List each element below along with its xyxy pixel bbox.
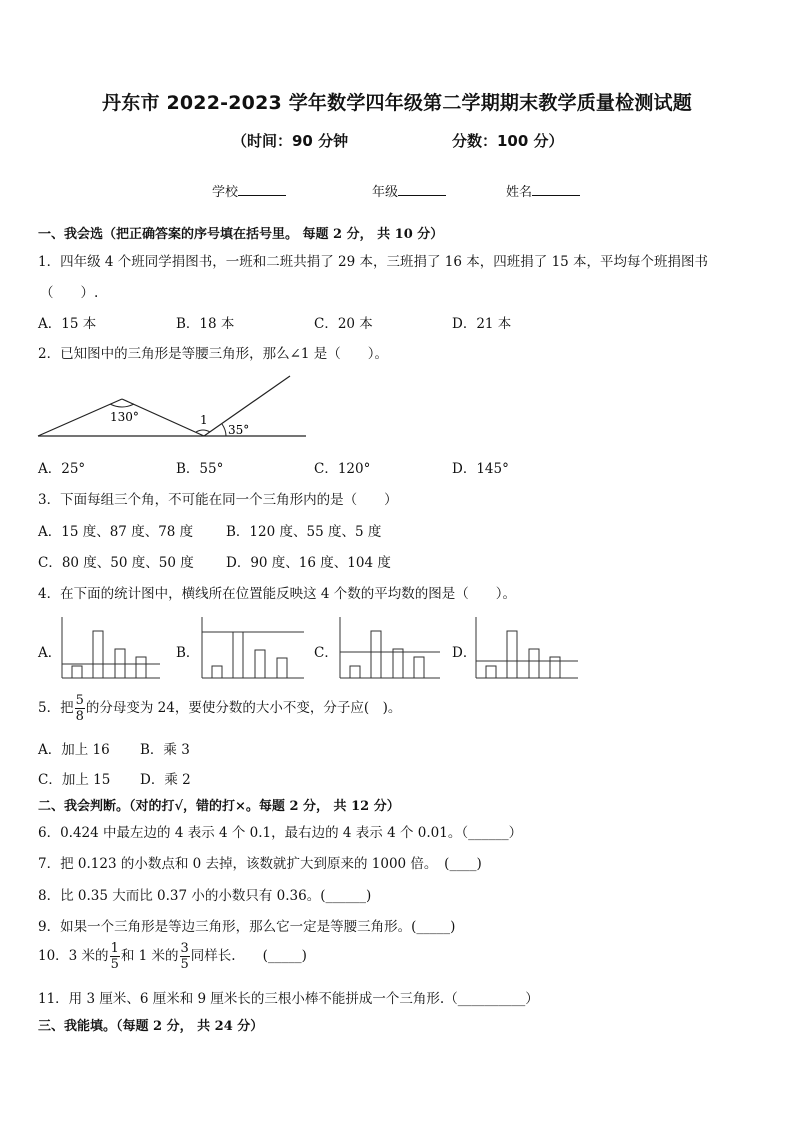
q3-option-b[interactable]: B．120 度、55 度、5 度 <box>226 524 382 540</box>
q11-text: 11．用 3 厘米、6 厘米和 9 厘米长的三根小棒不能拼成一个三角形.（__________） <box>38 991 539 1007</box>
chart-c-bar <box>350 666 360 678</box>
exam-time: （时间：90 分钟 <box>232 132 349 150</box>
chart-a-bar <box>136 657 146 678</box>
q5-option-c[interactable]: C．加上 15 <box>38 772 111 788</box>
q5-option-b[interactable]: B．乘 3 <box>140 742 190 758</box>
q4-label-d[interactable]: D． <box>452 645 477 661</box>
page-title: 丹东市 2022-2023 学年数学四年级第二学期期末教学质量检测试题 <box>102 92 692 114</box>
q2-option-c[interactable]: C．120° <box>314 461 371 477</box>
chart-b-bar <box>277 658 287 678</box>
q10-part-b: 和 1 米的 <box>120 948 179 964</box>
chart-d-bar <box>486 666 496 678</box>
q10-part-a: 10．3 米的 <box>38 948 109 964</box>
q1-line2: （ ）. <box>40 285 99 301</box>
school-label: 学校 <box>212 185 239 200</box>
chart-c-bar <box>393 649 403 678</box>
q1-line1: 1．四年级 4 个班同学捐图书，一班和二班共捐了 29 本，三班捐了 16 本，四班捐了 15 本，平均每个班捐图书 <box>38 254 709 270</box>
q5-option-d[interactable]: D．乘 2 <box>140 772 191 788</box>
q10-f1-num: 1 <box>110 941 119 956</box>
grade-field <box>372 181 446 200</box>
chart-d-bar <box>529 649 539 678</box>
q2-option-d[interactable]: D．145° <box>452 461 509 477</box>
exam-score: 分数：100 分） <box>452 132 564 150</box>
q3-option-d[interactable]: D．90 度、16 度、104 度 <box>226 555 391 571</box>
q3-text: 3．下面每组三个角，不可能在同一个三角形内的是（ ） <box>38 492 398 508</box>
apex-angle-label: 130° <box>110 410 139 424</box>
chart-a-bar <box>93 631 103 678</box>
q5-option-a[interactable]: A．加上 16 <box>38 742 110 758</box>
q4-label-c[interactable]: C． <box>314 645 338 661</box>
name-label: 姓名 <box>506 185 533 200</box>
q9-text: 9．如果一个三角形是等边三角形，那么它一定是等腰三角形。(_____) <box>38 919 456 935</box>
q1-option-c[interactable]: C．20 本 <box>314 316 373 332</box>
chart-b-bar <box>233 632 243 678</box>
q4-label-a[interactable]: A． <box>38 645 62 661</box>
q8-text: 8．比 0.35 大而比 0.37 小的小数只有 0.36。(______) <box>38 888 372 904</box>
q3-option-c[interactable]: C．80 度、50 度、50 度 <box>38 555 194 571</box>
school-field <box>212 181 286 200</box>
q5-prefix: 5．把 <box>38 700 74 716</box>
grade-blank[interactable] <box>398 195 446 196</box>
angle-1-label: 1 <box>200 413 208 427</box>
section3-heading: 三、我能填。（每题 2 分， 共 24 分） <box>38 1019 264 1034</box>
side-angle-label: 35° <box>228 423 250 437</box>
q4-text: 4．在下面的统计图中，横线所在位置能反映这 4 个数的平均数的图是（ ）。 <box>38 586 517 602</box>
q2-option-b[interactable]: B．55° <box>176 461 224 477</box>
q5-text <box>38 694 401 723</box>
chart-b-bar <box>212 666 222 678</box>
grade-label: 年级 <box>372 185 399 200</box>
chart-d-bar <box>507 631 517 678</box>
q4-chart-d <box>474 615 580 681</box>
q5-frac-den: 8 <box>75 709 84 724</box>
q2-text: 2．已知图中的三角形是等腰三角形，那么∠1 是（ ）。 <box>38 346 389 362</box>
chart-d-bar <box>550 657 560 678</box>
q10-part-c: 同样长. (_____) <box>190 948 307 964</box>
q10-fraction-2 <box>180 942 190 971</box>
q5-suffix: 的分母变为 24，要使分数的大小不变，分子应( )。 <box>85 700 402 716</box>
chart-a-bar <box>72 666 82 678</box>
q4-chart-a <box>60 615 162 681</box>
q10-text <box>38 942 307 971</box>
section1-heading: 一、我会选（把正确答案的序号填在括号里。 每题 2 分， 共 10 分） <box>38 227 444 242</box>
school-blank[interactable] <box>238 195 286 196</box>
q4-chart-c <box>338 615 442 681</box>
q2-triangle-figure <box>36 372 308 442</box>
chart-c-bar <box>414 657 424 678</box>
q7-text: 7．把 0.123 的小数点和 0 去掉，该数就扩大到原来的 1000 倍。 (____) <box>38 856 482 872</box>
q10-f1-den: 5 <box>110 957 119 972</box>
q5-fraction <box>75 694 85 723</box>
q5-frac-num: 5 <box>75 693 84 708</box>
q1-option-a[interactable]: A．15 本 <box>38 316 97 332</box>
q2-option-a[interactable]: A．25° <box>38 461 86 477</box>
q4-label-b[interactable]: B． <box>176 645 200 661</box>
q1-option-d[interactable]: D．21 本 <box>452 316 512 332</box>
name-blank[interactable] <box>532 195 580 196</box>
chart-c-bar <box>371 631 381 678</box>
name-field <box>506 181 580 200</box>
q6-text: 6．0.424 中最左边的 4 表示 4 个 0.1，最右边的 4 表示 4 个 0.01。（______） <box>38 825 523 841</box>
q10-fraction-1 <box>110 942 120 971</box>
q10-f2-den: 5 <box>180 957 189 972</box>
chart-b-bar <box>255 650 265 678</box>
q10-f2-num: 3 <box>180 941 189 956</box>
section2-heading: 二、我会判断。（对的打√，错的打×。每题 2 分， 共 12 分） <box>38 799 400 814</box>
q1-option-b[interactable]: B．18 本 <box>176 316 235 332</box>
q3-option-a[interactable]: A．15 度、87 度、78 度 <box>38 524 194 540</box>
q4-chart-b <box>200 615 306 681</box>
